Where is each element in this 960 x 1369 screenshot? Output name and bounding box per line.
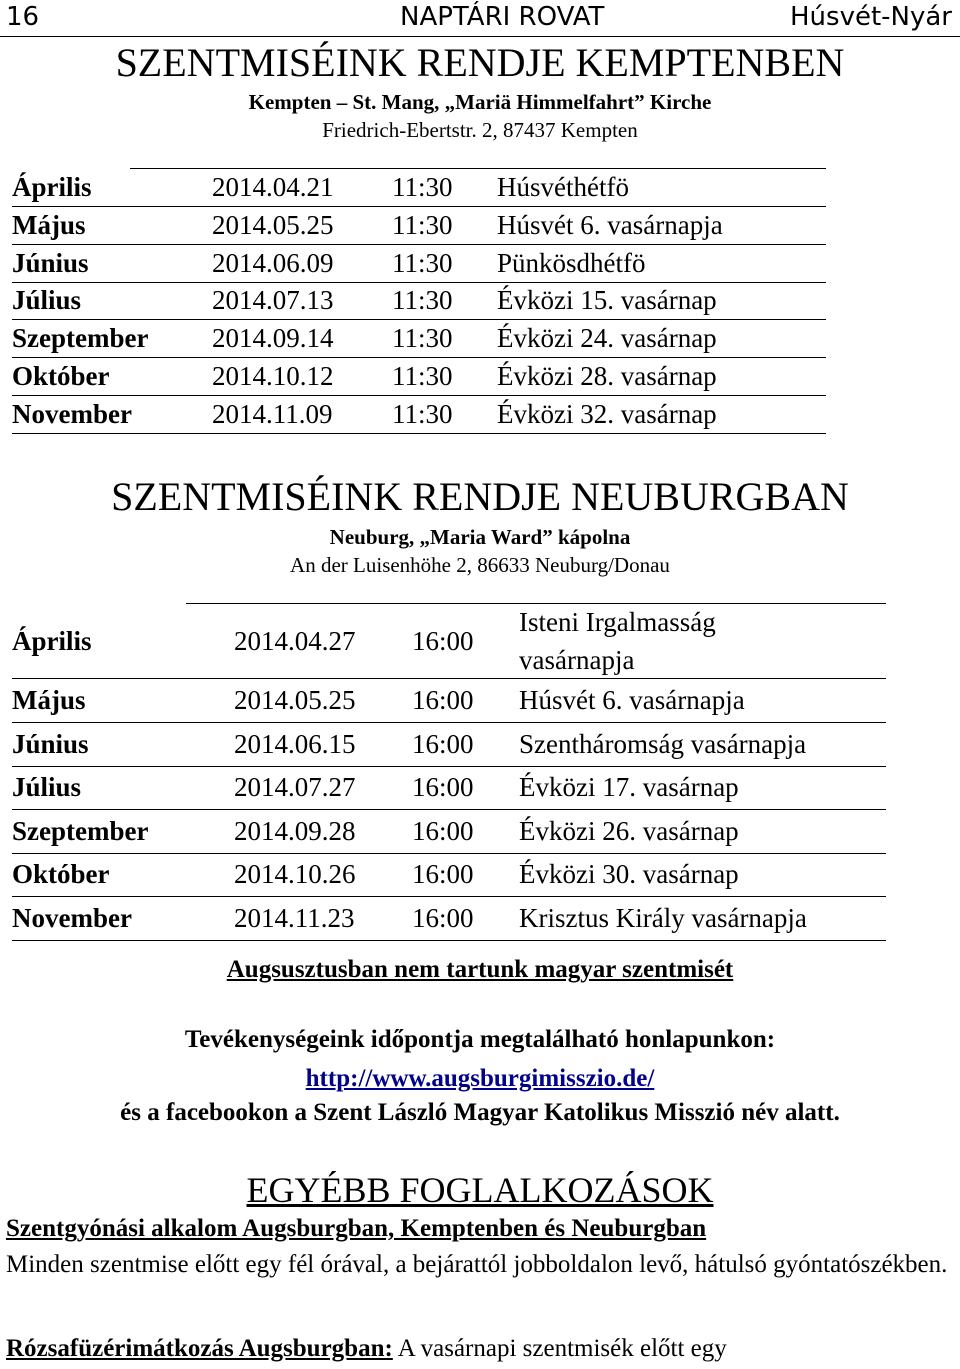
- row-rule: [12, 678, 886, 679]
- feast-cell: Évközi 15. vasárnap: [497, 285, 717, 316]
- date-cell: 2014.09.28: [234, 815, 356, 846]
- month-cell: Július: [12, 772, 82, 802]
- date-cell: 2014.11.23: [234, 902, 355, 933]
- month-cell: Június: [12, 728, 89, 759]
- other-activities-title-text: EGYÉBB FOGLALKOZÁSOK: [246, 1170, 714, 1210]
- time-cell: 11:30: [392, 323, 453, 354]
- time-cell: 11:30: [392, 361, 453, 391]
- feast-cell: Évközi 30. vasárnap: [519, 859, 739, 889]
- feast-cell: Húsvét 6. vasárnapja: [497, 209, 723, 240]
- month-cell: Július: [12, 285, 82, 316]
- time-cell: 16:00: [412, 728, 474, 759]
- row-rule: [12, 940, 886, 941]
- feast-cell: Évközi 24. vasárnap: [497, 323, 717, 354]
- row-rule: [12, 206, 826, 207]
- row-rule: [12, 809, 886, 810]
- neuburg-top-rule: [186, 603, 886, 604]
- feast-cell: Évközi 17. vasárnap: [519, 772, 739, 802]
- website-link[interactable]: http://www.augsburgimisszio.de/: [305, 1065, 655, 1092]
- row-rule: [12, 244, 826, 245]
- month-cell: Május: [12, 209, 86, 240]
- rosary-text: A vasárnapi szentmisék előtt egy: [392, 1335, 727, 1362]
- month-cell: Október: [12, 859, 110, 889]
- row-rule: [12, 896, 886, 897]
- row-rule: [12, 766, 886, 767]
- month-cell: Június: [12, 247, 89, 278]
- date-cell: 2014.07.13: [212, 285, 334, 316]
- feast-cell: Szentháromság vasárnapja: [519, 728, 807, 759]
- date-cell: 2014.10.26: [234, 859, 356, 889]
- time-cell: 11:30: [392, 209, 453, 240]
- confession-text: Minden szentmise előtt egy fél órával, a bejárattól jobboldalon levő, hátulsó gyóntatószékben.: [6, 1251, 948, 1278]
- feast-cell: Krisztus Király vasárnapja: [519, 902, 807, 933]
- time-cell: 16:00: [412, 859, 474, 889]
- month-cell: Április: [12, 626, 92, 656]
- section-name: NAPTÁRI ROVAT: [400, 2, 605, 32]
- date-cell: 2014.10.12: [212, 361, 334, 391]
- feast-cell: Évközi 26. vasárnap: [519, 815, 739, 846]
- time-cell: 11:30: [392, 247, 453, 278]
- confession-heading-text: Szentgyónási alkalom Augsburgban, Kemptenben és Neuburgban: [6, 1215, 707, 1242]
- row-rule: [12, 722, 886, 723]
- kempten-title: SZENTMISÉINK RENDJE KEMPTENBEN: [115, 40, 845, 85]
- website-line: [0, 1064, 960, 1094]
- time-cell: 16:00: [412, 815, 474, 846]
- time-cell: 11:30: [392, 398, 453, 429]
- august-notice: [0, 955, 960, 985]
- august-notice-text: Augsusztusban nem tartunk magyar szentmisét: [226, 956, 734, 983]
- date-cell: 2014.04.21: [212, 172, 334, 202]
- time-cell: 16:00: [412, 772, 474, 802]
- feast-cell: Húsvéthétfö: [497, 172, 629, 202]
- date-cell: 2014.05.25: [234, 685, 356, 715]
- row-rule: [12, 395, 826, 396]
- date-cell: 2014.11.09: [212, 398, 333, 429]
- time-cell: 16:00: [412, 902, 474, 933]
- row-rule: [12, 433, 826, 434]
- feast-cell: Évközi 32. vasárnap: [497, 398, 717, 429]
- page-number: 16: [6, 2, 40, 32]
- date-cell: 2014.06.09: [212, 247, 334, 278]
- time-cell: 11:30: [392, 285, 453, 316]
- time-cell: 16:00: [412, 626, 474, 656]
- facebook-line: és a facebookon a Szent László Magyar Katolikus Misszió név alatt.: [120, 1099, 840, 1126]
- time-cell: 11:30: [392, 172, 453, 202]
- rosary-heading: Rózsafüzérimátkozás Augsburgban:: [6, 1335, 393, 1362]
- season-label: Húsvét-Nyár: [790, 2, 952, 32]
- month-cell: Szeptember: [12, 815, 149, 846]
- confession-heading: [6, 1212, 952, 1245]
- neuburg-title: SZENTMISÉINK RENDJE NEUBURGBAN: [111, 474, 849, 519]
- row-rule: [12, 357, 826, 358]
- time-cell: 16:00: [412, 685, 474, 715]
- feast-cell: Évközi 28. vasárnap: [497, 361, 717, 391]
- date-cell: 2014.04.27: [234, 626, 356, 656]
- feast-cell: Pünkösdhétfö: [497, 247, 646, 278]
- month-cell: Szeptember: [12, 323, 149, 354]
- feast-cell-line1: Isteni Irgalmasság: [519, 607, 716, 637]
- rosary-line: [6, 1332, 952, 1365]
- running-header: [0, 0, 960, 37]
- date-cell: 2014.07.27: [234, 772, 356, 802]
- other-activities-title: [0, 1170, 960, 1210]
- neuburg-chapel: Neuburg, „Maria Ward” kápolna: [329, 525, 631, 549]
- date-cell: 2014.06.15: [234, 728, 356, 759]
- kempten-address: Friedrich-Ebertstr. 2, 87437 Kempten: [322, 118, 638, 142]
- month-cell: November: [12, 902, 132, 933]
- kempten-top-rule: [130, 168, 826, 169]
- month-cell: Október: [12, 361, 110, 391]
- month-cell: November: [12, 398, 132, 429]
- info-line: Tevékenységeink időpontja megtalálható honlapunkon:: [184, 1026, 776, 1053]
- month-cell: Április: [12, 172, 92, 202]
- neuburg-address: An der Luisenhöhe 2, 86633 Neuburg/Donau: [290, 553, 670, 577]
- month-cell: Május: [12, 685, 86, 715]
- date-cell: 2014.05.25: [212, 209, 334, 240]
- row-rule: [12, 853, 886, 854]
- feast-cell-line2: vasárnapja: [519, 645, 635, 675]
- feast-cell: Húsvét 6. vasárnapja: [519, 685, 745, 715]
- date-cell: 2014.09.14: [212, 323, 334, 354]
- row-rule: [12, 319, 826, 320]
- kempten-church: Kempten – St. Mang, „Mariä Himmelfahrt” Kirche: [248, 90, 712, 114]
- row-rule: [12, 282, 826, 283]
